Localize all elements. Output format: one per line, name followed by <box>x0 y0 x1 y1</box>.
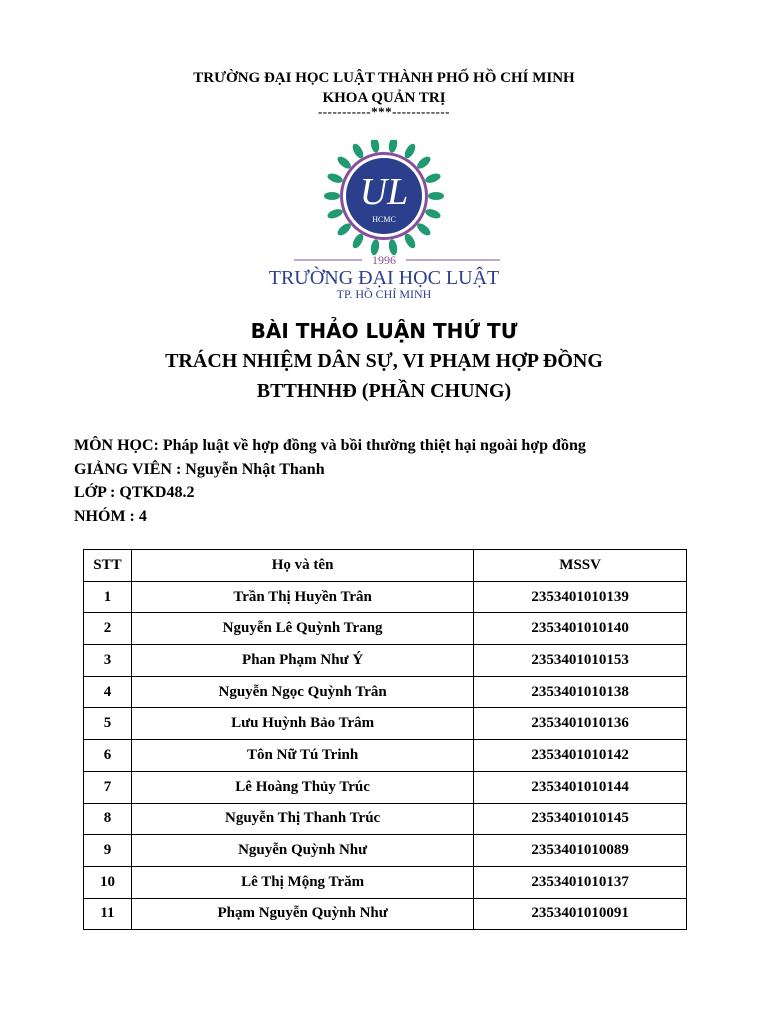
row-stt: 4 <box>84 676 132 708</box>
university-logo <box>264 140 504 302</box>
table-row <box>84 898 687 930</box>
row-stt: 6 <box>84 740 132 772</box>
assignment-title: BÀI THẢO LUẬN THỨ TƯ <box>250 319 518 343</box>
row-mssv: 2353401010153 <box>474 645 687 677</box>
logo-name-line1: TRƯỜNG ĐẠI HỌC LUẬT <box>268 267 500 289</box>
leaf-icon <box>428 192 444 200</box>
leaf-icon <box>326 207 344 220</box>
group-line <box>74 506 147 528</box>
row-name: Nguyễn Lê Quỳnh Trang <box>131 613 473 645</box>
row-name: Lưu Huỳnh Bảo Trâm <box>131 708 473 740</box>
leaf-icon <box>326 172 344 185</box>
row-name: Phan Phạm Như Ý <box>131 645 473 677</box>
row-stt: 3 <box>84 645 132 677</box>
leaf-icon <box>388 140 399 153</box>
row-stt: 9 <box>84 835 132 867</box>
table-row <box>84 835 687 867</box>
class-value: QTKD48.2 <box>119 484 195 501</box>
row-stt: 7 <box>84 771 132 803</box>
table-header-row <box>84 550 687 582</box>
row-mssv: 2353401010145 <box>474 803 687 835</box>
table-row <box>84 740 687 772</box>
members-table <box>83 549 687 930</box>
table-row <box>84 676 687 708</box>
row-name: Nguyễn Quỳnh Như <box>131 835 473 867</box>
row-name: Tôn Nữ Tú Trinh <box>131 740 473 772</box>
logo-year: 1996 <box>372 253 396 267</box>
row-mssv: 2353401010137 <box>474 866 687 898</box>
lecturer-label: GIẢNG VIÊN : <box>74 461 186 478</box>
row-mssv: 2353401010089 <box>474 835 687 867</box>
group-label: NHÓM : <box>74 508 139 525</box>
assignment-subtitle-2: BTTHNHĐ (PHẦN CHUNG) <box>256 380 512 402</box>
row-stt: 2 <box>84 613 132 645</box>
row-stt: 11 <box>84 898 132 930</box>
group-value: 4 <box>138 508 147 525</box>
row-stt: 10 <box>84 866 132 898</box>
row-name: Trần Thị Huyền Trân <box>131 581 473 613</box>
row-mssv: 2353401010091 <box>474 898 687 930</box>
class-label: LỚP : <box>74 484 120 501</box>
subject-line <box>74 435 586 457</box>
row-stt: 1 <box>84 581 132 613</box>
class-line <box>74 482 194 504</box>
row-name: Lê Thị Mộng Trăm <box>131 866 473 898</box>
logo-name-line2: TP. HỒ CHÍ MINH <box>336 287 432 301</box>
logo-monogram: UL <box>359 171 409 213</box>
row-stt: 5 <box>84 708 132 740</box>
leaf-icon <box>370 140 381 153</box>
table-row <box>84 771 687 803</box>
row-mssv: 2353401010138 <box>474 676 687 708</box>
leaf-icon <box>324 192 340 200</box>
header-stt: STT <box>84 550 132 582</box>
table-row <box>84 708 687 740</box>
table-row <box>84 581 687 613</box>
table-row <box>84 613 687 645</box>
leaf-icon <box>424 172 442 185</box>
lecturer-value: Nguyễn Nhật Thanh <box>185 461 325 478</box>
row-name: Nguyễn Thị Thanh Trúc <box>131 803 473 835</box>
subject-label: MÔN HỌC: <box>74 437 163 454</box>
row-name: Nguyễn Ngọc Quỳnh Trân <box>131 676 473 708</box>
table-row <box>84 803 687 835</box>
header-name: Họ và tên <box>131 550 473 582</box>
row-name: Lê Hoàng Thủy Trúc <box>131 771 473 803</box>
header-divider: -----------***------------ <box>317 104 451 119</box>
university-name: TRƯỜNG ĐẠI HỌC LUẬT THÀNH PHỐ HỒ CHÍ MINH <box>193 70 575 86</box>
row-mssv: 2353401010142 <box>474 740 687 772</box>
logo-city: HCMC <box>372 215 396 224</box>
faculty-name: KHOA QUẢN TRỊ <box>322 90 446 106</box>
row-name: Phạm Nguyễn Quỳnh Như <box>131 898 473 930</box>
header-mssv: MSSV <box>474 550 687 582</box>
table-row <box>84 645 687 677</box>
row-mssv: 2353401010136 <box>474 708 687 740</box>
subject-value: Pháp luật về hợp đồng và bồi thường thiệt hại ngoài hợp đồng <box>162 437 586 454</box>
table-row <box>84 866 687 898</box>
leaf-icon <box>424 207 442 220</box>
row-stt: 8 <box>84 803 132 835</box>
assignment-subtitle: TRÁCH NHIỆM DÂN SỰ, VI PHẠM HỢP ĐỒNG <box>165 350 603 372</box>
row-mssv: 2353401010139 <box>474 581 687 613</box>
lecturer-line <box>74 459 325 481</box>
row-mssv: 2353401010144 <box>474 771 687 803</box>
row-mssv: 2353401010140 <box>474 613 687 645</box>
